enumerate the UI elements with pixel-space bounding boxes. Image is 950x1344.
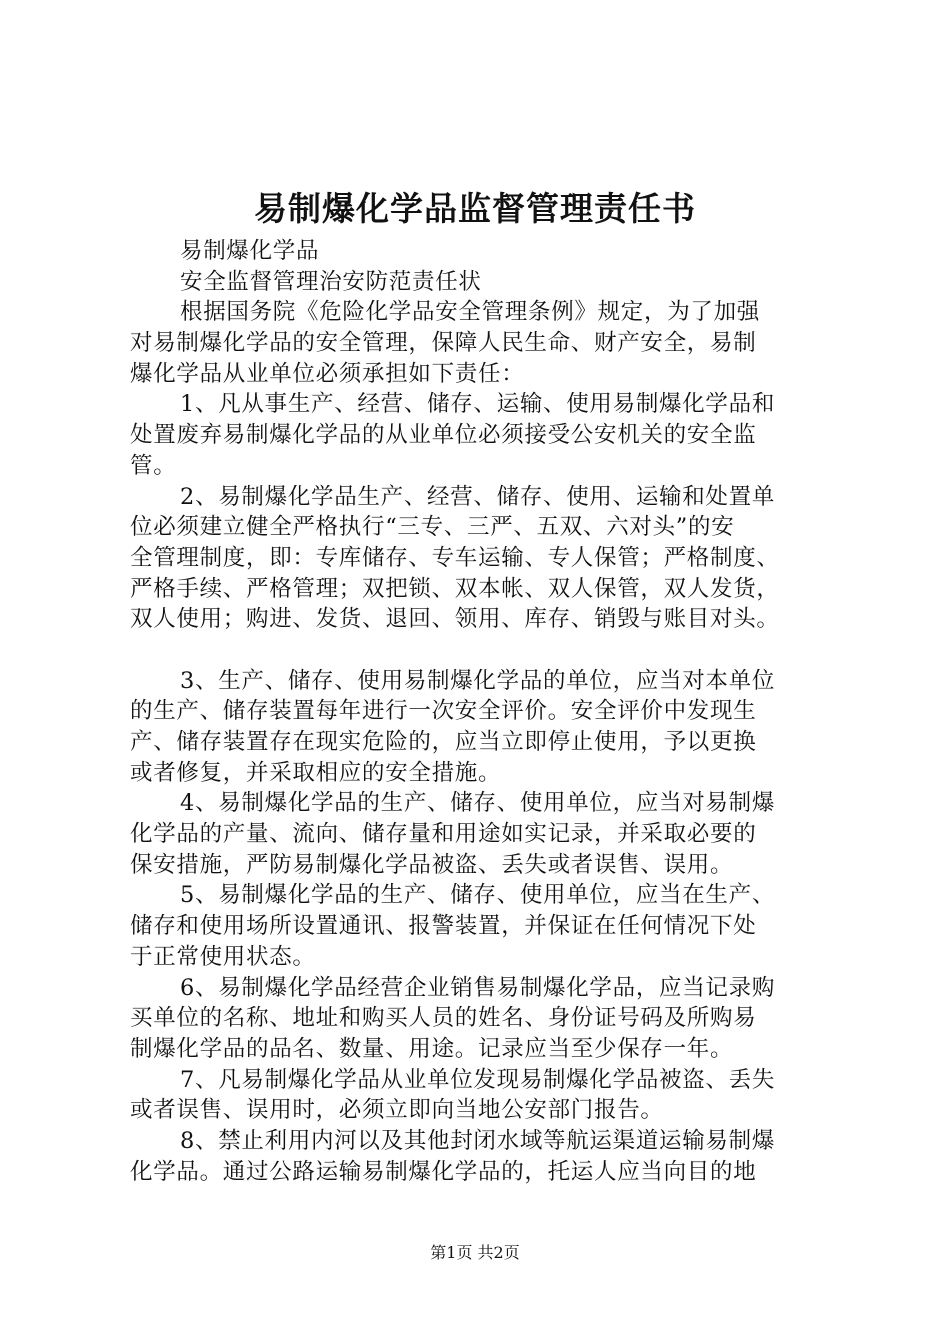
body-line: 爆化学品从业单位必须承担如下责任： [130, 360, 525, 387]
body-line: 或者误售、误用时，必须立即向当地公安部门报告。 [130, 1097, 664, 1124]
body-line: 安全监督管理治安防范责任状 [180, 268, 482, 295]
body-line: 产、储存装置存在现实危险的，应当立即停止使用，予以更换 [130, 729, 757, 755]
body-line: 的生产、储存装置每年进行一次安全评价。安全评价中发现生 [130, 698, 757, 725]
body-line: 制爆化学品的品名、数量、用途。记录应当至少保存一年。 [130, 1035, 734, 1062]
body-line: 7、凡易制爆化学品从业单位发现易制爆化学品被盗、丢失 [180, 1066, 776, 1093]
body-line: 双人使用；购进、发货、退回、领用、库存、销毁与账目对头。 [130, 606, 780, 633]
body-line: 管。 [130, 452, 177, 479]
body-line: 6、易制爆化学品经营企业销售易制爆化学品，应当记录购 [180, 974, 776, 1001]
body-line: 全管理制度，即：专库储存、专车运输、专人保管；严格制度、 [130, 544, 780, 571]
body-line: 2、易制爆化学品生产、经营、储存、使用、运输和处置单 [180, 483, 776, 510]
body-line: 严格手续、严格管理；双把锁、双本帐、双人保管，双人发货， [130, 575, 780, 602]
body-line: 4、易制爆化学品的生产、储存、使用单位，应当对易制爆 [180, 790, 776, 817]
document-body [130, 236, 830, 1187]
body-line [130, 635, 830, 666]
body-line: 化学品。通过公路运输易制爆化学品的，托运人应当向目的地 [130, 1158, 757, 1185]
body-line: 对易制爆化学品的安全管理，保障人民生命、财产安全，易制 [130, 330, 757, 357]
body-line: 保安措施，严防易制爆化学品被盗、丢失或者误售、误用。 [130, 851, 734, 878]
body-line: 8、禁止利用内河以及其他封闭水域等航运渠道运输易制爆 [180, 1127, 776, 1154]
body-line: 根据国务院《危险化学品安全管理条例》规定，为了加强 [180, 299, 761, 326]
body-line: 位必须建立健全严格执行“三专、三严、五双、六对头”的安 [130, 514, 735, 541]
body-line: 5、易制爆化学品的生产、储存、使用单位，应当在生产、 [180, 882, 776, 909]
body-line: 于正常使用状态。 [130, 943, 316, 970]
body-line: 处置废弃易制爆化学品的从业单位必须接受公安机关的安全监 [130, 422, 757, 449]
body-line: 储存和使用场所设置通讯、报警装置，并保证在任何情况下处 [130, 913, 757, 940]
page-footer: 第1页 共2页 [430, 1243, 520, 1262]
body-line: 或者修复，并采取相应的安全措施。 [130, 759, 502, 786]
body-line: 1、凡从事生产、经营、储存、运输、使用易制爆化学品和 [180, 391, 776, 418]
body-line: 买单位的名称、地址和购买人员的姓名、身份证号码及所购易 [130, 1005, 757, 1032]
body-line: 3、生产、储存、使用易制爆化学品的单位，应当对本单位 [180, 667, 776, 694]
body-line: 化学品的产量、流向、储存量和用途如实记录，并采取必要的 [130, 821, 757, 848]
document-title: 易制爆化学品监督管理责任书 [254, 189, 696, 228]
body-line: 易制爆化学品 [180, 238, 320, 264]
